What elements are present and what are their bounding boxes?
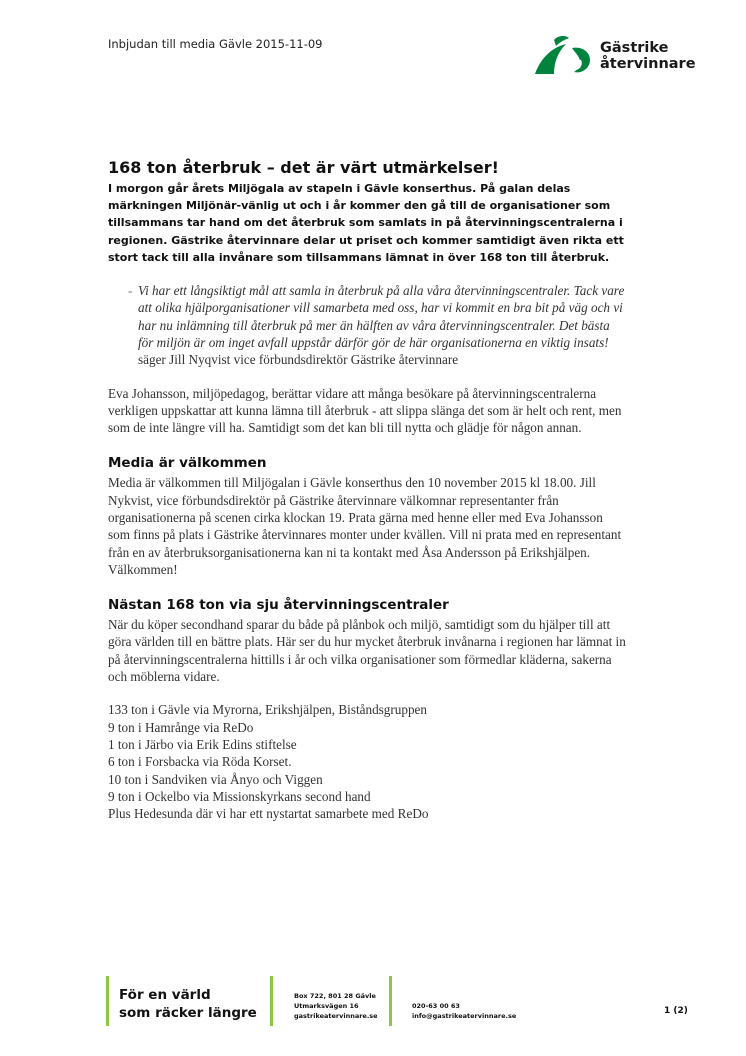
- article-lead: I morgon går årets Miljögala av stapeln i Gävle konserthus. På galan delas märkningen Miljönär-vänlig ut och i år kommer den gå till de organisationer som tillsammans tar hand om det återbruk som samlats in på återvinningscentralerna i regionen. Gästrike återvinnare delar ut priset och kommer samtidigt även rikta ett stort tack till alla invånare som tillsammans lämnat in över 168 ton till återbruk.: [108, 182, 624, 264]
- logo-text-line1: Gästrike: [600, 40, 669, 56]
- logo-text-line2: återvinnare: [600, 56, 696, 72]
- article-title: 168 ton återbruk – det är värt utmärkelser!: [108, 158, 499, 177]
- paragraph-media: Media är välkommen till Miljögalan i Gävle konserthus den 10 november 2015 kl 18.00. Jill Nykvist, vice förbundsdirektör på Gästrike återvinnare välkomnar representanter från organisationerna på scenen cirka klockan 19. Prata gärna med henne eller med Eva Johansson som finns på plats i Gästrike återvinnares monter under kvällen. Vill ni prata med en representant från en av återbruksorganisationerna kan ni ta kontakt med Åsa Andersson på Erikshjälpen. Välkommen!: [108, 475, 622, 577]
- gastrike-logo: [532, 34, 702, 80]
- article-body: [108, 158, 628, 822]
- slogan-line2: som räcker längre: [119, 1005, 257, 1021]
- footer-contact: [412, 1001, 516, 1021]
- address-line1: Box 722, 801 28 Gävle: [294, 992, 376, 1000]
- heading-sites: Nästan 168 ton via sju återvinningscentraler: [108, 597, 449, 614]
- contact-phone: 020-63 00 63: [412, 1002, 460, 1010]
- page-number: 1 (2): [664, 1006, 688, 1016]
- quote-text: Vi har ett långsiktigt mål att samla in återbruk på alla våra återvinningscentraler. Tack vare att olika hjälporganisationer vill samarbeta med oss, har vi kommit en bra bit på väg och vi har nu inlämning till återbruk på mer än hälften av våra återvinningscentraler. Det bästa för miljön är om inget avfall uppstår därför gör de här organisationerna en viktig insats!: [138, 283, 625, 350]
- list-item: 9 ton i Ockelbo via Missionskyrkans second hand: [108, 788, 371, 804]
- document-header-text: Inbjudan till media Gävle 2015-11-09: [108, 37, 323, 51]
- page-footer: [0, 972, 746, 1032]
- list-item: 9 ton i Hamrånge via ReDo: [108, 719, 254, 735]
- list-item: 10 ton i Sandviken via Ånyo och Viggen: [108, 771, 323, 787]
- address-website[interactable]: gastrikeatervinnare.se: [294, 1012, 378, 1020]
- slogan-line1: För en värld: [119, 987, 211, 1003]
- quote-dash: -: [128, 283, 133, 299]
- list-item: 133 ton i Gävle via Myrorna, Erikshjälpen, Biståndsgruppen: [108, 702, 428, 718]
- paragraph-sites: När du köper secondhand sparar du både på plånbok och miljö, samtidigt som du hjälper till att göra världen till en bättre plats. Här ser du hur mycket återbruk invånarna i regionen har lämnat in på återvinningscentralerna hittills i år och vilka organisationer som förmedlar kläderna, sakerna och möblerna vidare.: [108, 617, 626, 685]
- footer-divider: [270, 976, 273, 1026]
- footer-slogan: [119, 986, 257, 1022]
- list-item: 1 ton i Järbo via Erik Edins stiftelse: [108, 736, 297, 752]
- paragraph-eva: Eva Johansson, miljöpedagog, berättar vidare att många besökare på återvinningscentralerna verkligen uppskattar att kunna lämna till återbruk - att slippa slänga det som är helt och rent, men som de inte längre vill ha. Samtidigt som det kan bli till nytta och glädje för någon annan.: [108, 385, 622, 436]
- footer-address: [294, 991, 378, 1021]
- footer-divider: [106, 976, 109, 1026]
- quote-block: [108, 282, 628, 368]
- heading-media: Media är välkommen: [108, 455, 267, 472]
- list-item: Plus Hedesunda där vi har ett nystartat samarbete med ReDo: [108, 806, 429, 822]
- recycle-leaf-icon: [532, 34, 598, 78]
- sites-list: [108, 701, 628, 822]
- footer-divider: [389, 976, 392, 1026]
- address-line2: Utmarksvägen 16: [294, 1002, 359, 1010]
- contact-email[interactable]: info@gastrikeatervinnare.se: [412, 1012, 517, 1020]
- list-item: 6 ton i Forsbacka via Röda Korset.: [108, 754, 292, 770]
- quote-attribution: säger Jill Nyqvist vice förbundsdirektör Gästrike återvinnare: [138, 352, 459, 368]
